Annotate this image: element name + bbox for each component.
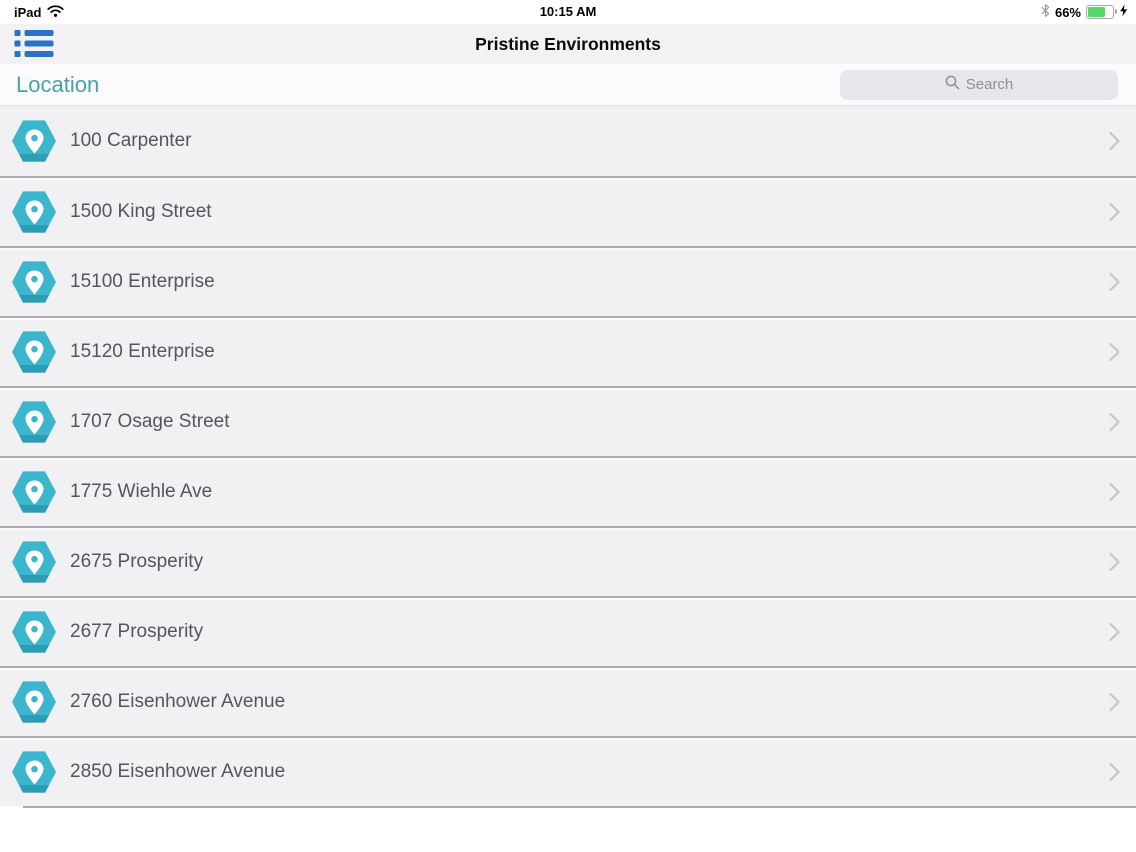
battery-icon — [1086, 5, 1114, 19]
status-time: 10:15 AM — [539, 4, 597, 19]
hexagon-location-pin-icon — [12, 330, 56, 374]
hexagon-location-pin-icon — [12, 400, 56, 444]
location-label: 1775 Wiehle Ave — [70, 481, 213, 502]
location-label: 1500 King Street — [70, 201, 212, 222]
location-label: 2675 Prosperity — [70, 551, 204, 572]
hexagon-location-pin-icon — [12, 680, 56, 724]
bluetooth-icon — [1041, 4, 1050, 20]
location-row[interactable] — [0, 386, 1136, 456]
hexagon-location-pin-icon — [12, 470, 56, 514]
location-list — [0, 106, 1136, 808]
battery-nub — [1115, 9, 1118, 14]
status-right — [1041, 4, 1128, 20]
hexagon-location-pin-icon — [12, 610, 56, 654]
menu-button[interactable] — [14, 29, 54, 58]
chevron-right-icon — [1108, 201, 1121, 223]
status-left — [14, 5, 64, 20]
search-input[interactable] — [840, 70, 1118, 100]
hexagon-location-pin-icon — [12, 750, 56, 794]
hexagon-shade — [12, 225, 56, 234]
search-icon — [945, 75, 960, 94]
hexagon-shade — [12, 575, 56, 584]
location-label: 2850 Eisenhower Avenue — [70, 761, 286, 782]
hexagon-location-pin-icon — [12, 190, 56, 234]
battery-percent: 66% — [1054, 4, 1081, 20]
hexagon-shade — [12, 365, 56, 374]
chevron-right-icon — [1108, 271, 1121, 293]
location-label: 15100 Enterprise — [70, 271, 215, 292]
section-header — [0, 64, 1136, 106]
list-menu-icon — [14, 46, 54, 61]
chevron-right-icon — [1108, 481, 1121, 503]
search-placeholder: Search — [965, 76, 1014, 93]
location-row[interactable] — [0, 106, 1136, 176]
location-row[interactable] — [0, 456, 1136, 526]
hexagon-shade — [12, 785, 56, 794]
hexagon-location-pin-icon — [12, 119, 56, 163]
status-bar — [0, 0, 1136, 24]
location-row[interactable] — [0, 246, 1136, 316]
battery-fill — [1088, 7, 1105, 17]
location-label: 100 Carpenter — [70, 130, 192, 151]
chevron-right-icon — [1108, 341, 1121, 363]
hexagon-shade — [12, 435, 56, 444]
location-row[interactable] — [0, 316, 1136, 386]
location-row[interactable] — [0, 666, 1136, 736]
location-row[interactable] — [0, 176, 1136, 246]
hexagon-shade — [12, 645, 56, 654]
location-label: 2677 Prosperity — [70, 621, 204, 642]
page-title: Pristine Environments — [475, 33, 661, 54]
section-title: Location — [16, 71, 100, 97]
location-row[interactable] — [0, 736, 1136, 806]
hexagon-shade — [12, 154, 56, 163]
hexagon-shade — [12, 505, 56, 514]
location-label: 2760 Eisenhower Avenue — [70, 691, 286, 712]
chevron-right-icon — [1108, 761, 1121, 783]
location-label: 15120 Enterprise — [70, 341, 215, 362]
hexagon-location-pin-icon — [12, 540, 56, 584]
charging-bolt-icon — [1119, 4, 1128, 20]
hexagon-location-pin-icon — [12, 260, 56, 304]
device-label: iPad — [14, 4, 42, 20]
hexagon-shade — [12, 295, 56, 304]
nav-bar — [0, 24, 1136, 64]
location-label: 1707 Osage Street — [70, 411, 230, 432]
wifi-icon — [47, 5, 64, 20]
location-row[interactable] — [0, 596, 1136, 666]
hexagon-shade — [12, 715, 56, 724]
chevron-right-icon — [1108, 691, 1121, 713]
chevron-right-icon — [1108, 621, 1121, 643]
chevron-right-icon — [1108, 551, 1121, 573]
chevron-right-icon — [1108, 130, 1121, 152]
location-row[interactable] — [0, 526, 1136, 596]
chevron-right-icon — [1108, 411, 1121, 433]
